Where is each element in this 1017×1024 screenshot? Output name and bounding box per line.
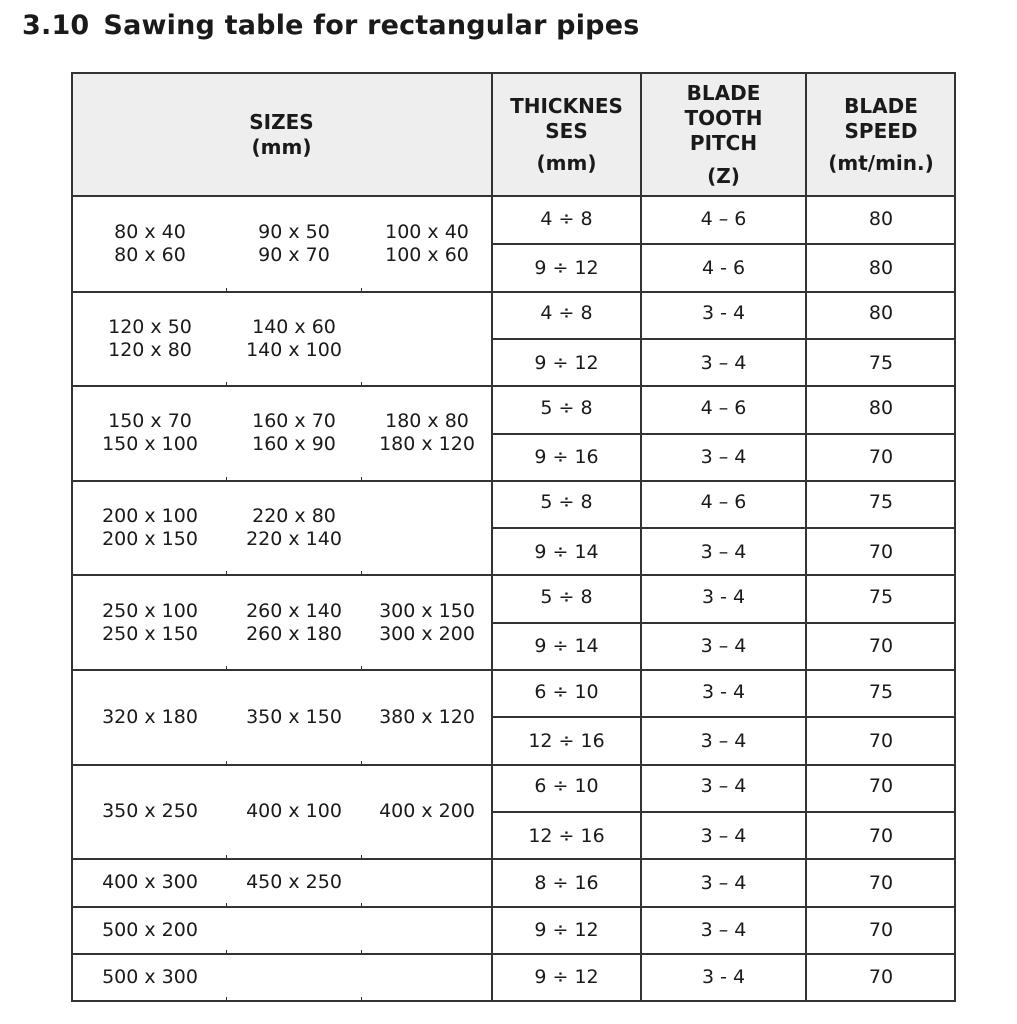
thickness-cell: 5 ÷ 8 [540, 396, 593, 419]
header-thickness [492, 74, 641, 195]
pitch-cell: 3 – 4 [700, 446, 747, 469]
pitch-cell: 4 – 6 [700, 396, 747, 419]
pitch-cell: 4 - 6 [701, 256, 746, 279]
size-cell [224, 197, 364, 292]
size-value: 160 x 70 [252, 410, 336, 433]
header-pitch-line1: BLADE [686, 80, 761, 105]
thickness-cell: 9 ÷ 12 [534, 351, 599, 374]
pitch-cell: 4 – 6 [700, 491, 747, 514]
size-cell [224, 575, 364, 670]
size-value: 140 x 60 [252, 315, 336, 338]
size-cell [80, 954, 220, 1001]
header-thickness-line1: THICKNES [510, 93, 623, 118]
size-cell [357, 670, 497, 765]
size-value: 200 x 100 [102, 505, 198, 528]
speed-cell: 70 [868, 775, 894, 798]
pitch-cell: 3 – 4 [700, 871, 747, 894]
row-divider [492, 433, 956, 435]
row-divider [492, 527, 956, 529]
table-header [71, 72, 956, 197]
size-value: 180 x 120 [379, 433, 475, 456]
size-value: 220 x 80 [252, 505, 336, 528]
size-value: 300 x 150 [379, 599, 475, 622]
speed-cell: 75 [868, 491, 894, 514]
size-value: 300 x 200 [379, 622, 475, 645]
pitch-cell: 3 - 4 [701, 966, 746, 989]
thickness-cell: 9 ÷ 12 [534, 256, 599, 279]
thickness-cell: 9 ÷ 14 [534, 540, 599, 563]
speed-cell: 80 [868, 396, 894, 419]
size-value: 400 x 300 [102, 871, 198, 894]
header-speed-line1: BLADE [844, 93, 918, 118]
section-title: Sawing table for rectangular pipes [103, 10, 640, 41]
speed-cell: 75 [868, 586, 894, 609]
pitch-cell: 3 – 4 [700, 919, 747, 942]
header-pitch-unit: (Z) [707, 163, 740, 188]
header-speed-line2: SPEED [844, 118, 918, 143]
size-value: 100 x 40 [385, 221, 469, 244]
pitch-cell: 3 - 4 [701, 586, 746, 609]
thickness-cell: 4 ÷ 8 [540, 207, 593, 230]
size-cell [224, 859, 364, 906]
size-cell [80, 670, 220, 765]
size-cell [224, 765, 364, 860]
speed-cell: 70 [868, 729, 894, 752]
size-cell [224, 481, 364, 576]
size-tick [361, 950, 362, 955]
size-value: 350 x 250 [102, 800, 198, 823]
thickness-cell: 9 ÷ 12 [534, 966, 599, 989]
pitch-cell: 3 – 4 [700, 351, 747, 374]
thickness-cell: 6 ÷ 10 [534, 680, 599, 703]
size-cell [80, 575, 220, 670]
size-value: 220 x 140 [246, 528, 342, 551]
thickness-cell: 4 ÷ 8 [540, 302, 593, 325]
sawing-table [71, 72, 956, 1000]
header-speed-unit: (mt/min.) [828, 150, 934, 175]
size-value: 150 x 100 [102, 433, 198, 456]
thickness-cell: 5 ÷ 8 [540, 586, 593, 609]
size-cell [80, 907, 220, 954]
size-cell [357, 386, 497, 481]
speed-cell: 75 [868, 351, 894, 374]
pitch-cell: 3 - 4 [701, 680, 746, 703]
header-speed [806, 74, 956, 195]
thickness-cell: 6 ÷ 10 [534, 775, 599, 798]
column-divider [491, 72, 493, 1000]
size-cell [80, 481, 220, 576]
size-cell [357, 197, 497, 292]
size-value: 120 x 80 [108, 338, 192, 361]
header-pitch-line3: PITCH [689, 130, 758, 155]
speed-cell: 70 [868, 446, 894, 469]
pitch-cell: 3 – 4 [700, 729, 747, 752]
size-value: 500 x 200 [102, 918, 198, 941]
row-divider [492, 622, 956, 624]
column-divider [640, 72, 642, 1000]
size-value: 400 x 200 [379, 800, 475, 823]
thickness-cell: 5 ÷ 8 [540, 491, 593, 514]
column-divider [71, 72, 73, 1000]
thickness-cell: 9 ÷ 14 [534, 635, 599, 658]
size-value: 250 x 100 [102, 599, 198, 622]
pitch-cell: 3 – 4 [700, 824, 747, 847]
size-value: 180 x 80 [385, 410, 469, 433]
size-tick [361, 997, 362, 1002]
size-value: 80 x 60 [114, 244, 186, 267]
size-tick [226, 997, 227, 1002]
size-tick [226, 950, 227, 955]
speed-cell: 70 [868, 966, 894, 989]
size-value: 80 x 40 [114, 221, 186, 244]
size-cell [80, 765, 220, 860]
header-thickness-line2: SES [545, 118, 588, 143]
speed-cell: 80 [868, 302, 894, 325]
header-sizes-unit: (mm) [251, 134, 312, 159]
pitch-cell: 3 – 4 [700, 540, 747, 563]
speed-cell: 70 [868, 635, 894, 658]
header-pitch-line2: TOOTH [684, 105, 763, 130]
pitch-cell: 4 – 6 [700, 207, 747, 230]
row-divider [492, 338, 956, 340]
row-divider [492, 716, 956, 718]
size-value: 260 x 180 [246, 622, 342, 645]
size-cell [357, 575, 497, 670]
size-cell [80, 292, 220, 387]
row-divider [492, 243, 956, 245]
section-heading [22, 10, 639, 41]
size-value: 140 x 100 [246, 338, 342, 361]
size-cell [224, 386, 364, 481]
header-pitch [641, 74, 806, 195]
speed-cell: 80 [868, 207, 894, 230]
size-cell [224, 292, 364, 387]
size-cell [224, 670, 364, 765]
thickness-cell: 9 ÷ 16 [534, 446, 599, 469]
pitch-cell: 3 – 4 [700, 635, 747, 658]
size-value: 400 x 100 [246, 800, 342, 823]
row-divider [492, 811, 956, 813]
size-cell [80, 197, 220, 292]
size-tick [226, 903, 227, 908]
size-value: 250 x 150 [102, 622, 198, 645]
speed-cell: 70 [868, 540, 894, 563]
section-number: 3.10 [22, 10, 90, 41]
size-tick [361, 903, 362, 908]
thickness-cell: 12 ÷ 16 [528, 824, 605, 847]
size-value: 200 x 150 [102, 528, 198, 551]
speed-cell: 70 [868, 824, 894, 847]
size-value: 100 x 60 [385, 244, 469, 267]
size-value: 500 x 300 [102, 965, 198, 988]
header-thickness-unit: (mm) [536, 150, 597, 175]
size-value: 120 x 50 [108, 315, 192, 338]
size-value: 380 x 120 [379, 705, 475, 728]
speed-cell: 70 [868, 871, 894, 894]
speed-cell: 75 [868, 680, 894, 703]
speed-cell: 80 [868, 256, 894, 279]
thickness-cell: 8 ÷ 16 [534, 871, 599, 894]
header-sizes [71, 74, 492, 195]
header-sizes-label: SIZES [249, 109, 314, 134]
thickness-cell: 9 ÷ 12 [534, 919, 599, 942]
group-divider [71, 1000, 956, 1002]
column-divider [954, 72, 956, 1000]
speed-cell: 70 [868, 919, 894, 942]
size-value: 90 x 50 [258, 221, 330, 244]
size-cell [357, 765, 497, 860]
column-divider [805, 72, 807, 1000]
size-value: 90 x 70 [258, 244, 330, 267]
thickness-cell: 12 ÷ 16 [528, 729, 605, 752]
pitch-cell: 3 – 4 [700, 775, 747, 798]
size-value: 150 x 70 [108, 410, 192, 433]
size-cell [80, 859, 220, 906]
size-cell [80, 386, 220, 481]
size-value: 260 x 140 [246, 599, 342, 622]
size-value: 320 x 180 [102, 705, 198, 728]
size-value: 160 x 90 [252, 433, 336, 456]
size-value: 450 x 250 [246, 871, 342, 894]
size-value: 350 x 150 [246, 705, 342, 728]
pitch-cell: 3 - 4 [701, 302, 746, 325]
